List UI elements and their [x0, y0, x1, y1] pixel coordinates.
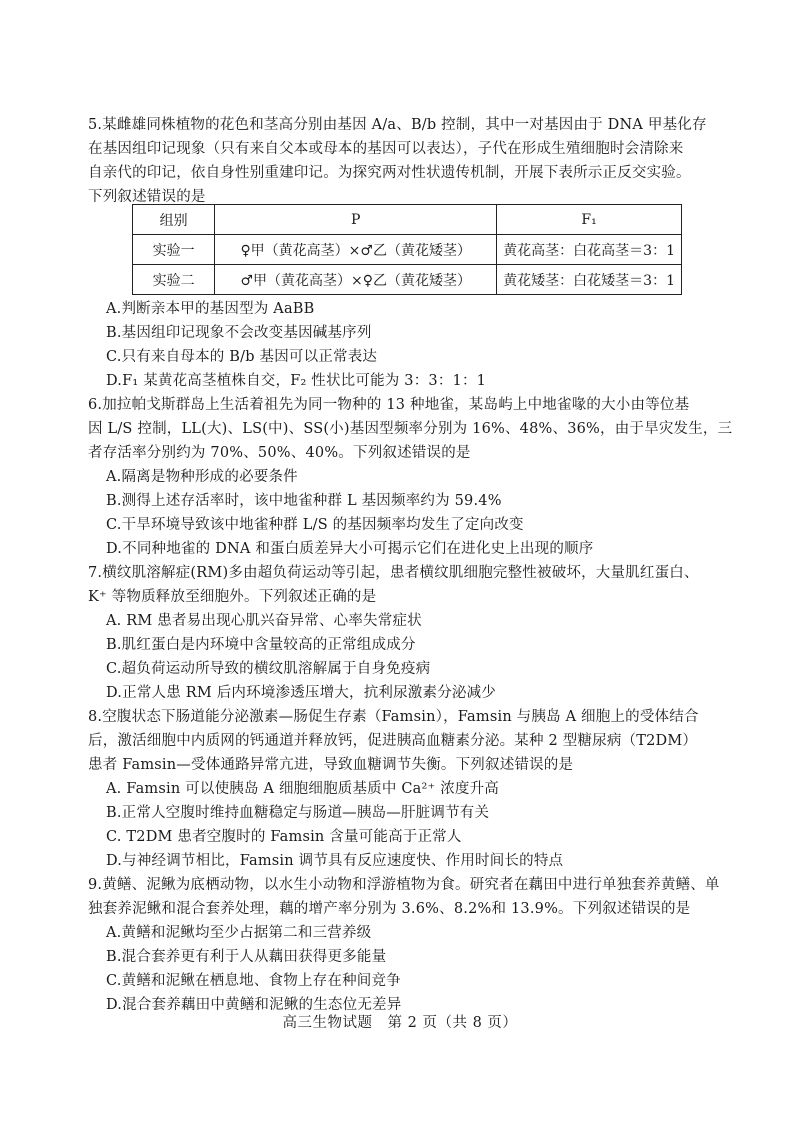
question-5-stem-line: 自亲代的印记，依自身性别重建印记。为探究两对性状遗传机制，开展下表所示正反交实验。 — [88, 165, 691, 181]
table-cell: ♂甲（黄花高茎）×♀乙（黄花矮茎） — [215, 265, 497, 295]
option-a: A.判断亲本甲的基因型为 AaBB — [106, 301, 315, 317]
option-a: A.隔离是物种形成的必要条件 — [106, 469, 298, 485]
option-c: C.超负荷运动所导致的横纹肌溶解属于自身免疫病 — [106, 661, 431, 677]
option-c: C. T2DM 患者空腹时的 Famsin 含量可能高于正常人 — [106, 829, 462, 845]
option-c: C.只有来自母本的 B/b 基因可以正常表达 — [106, 349, 378, 365]
question-6-stem-line: 6.加拉帕戈斯群岛上生活着祖先为同一物种的 13 种地雀，某岛屿上中地雀喙的大小由等位基 — [88, 397, 690, 413]
option-d: D.混合套养藕田中黄鳝和泥鳅的生态位无差异 — [106, 997, 402, 1013]
question-7 — [88, 561, 728, 705]
option-c: C.干旱环境导致该中地雀种群 L/S 的基因频率均发生了定向改变 — [106, 517, 524, 533]
question-8 — [88, 705, 728, 873]
table-cell: 实验二 — [133, 265, 215, 295]
question-6-stem-line: 因 L/S 控制，LL(大)、LS(中)、SS(小)基因型频率分别为 16%、48%、36%，由于旱灾发生，三 — [88, 421, 733, 437]
question-8-stem-line: 患者 Famsin—受体通路异常亢进，导致血糖调节失衡。下列叙述错误的是 — [88, 757, 574, 773]
option-a: A.黄鳝和泥鳅均至少占据第二和三营养级 — [106, 925, 372, 941]
question-9-stem-line: 9.黄鳝、泥鳅为底栖动物，以水生小动物和浮游植物为食。研究者在藕田中进行单独套养黄鳝、单 — [88, 877, 720, 893]
option-d: D.正常人患 RM 后内环境渗透压增大，抗利尿激素分泌减少 — [106, 685, 496, 701]
table-header-cell: 组别 — [133, 205, 215, 235]
table-header-row — [133, 205, 682, 235]
option-c: C.黄鳝和泥鳅在栖息地、食物上存在种间竞争 — [106, 973, 401, 989]
option-d: D.F₁ 某黄花高茎植株自交，F₂ 性状比可能为 3：3：1：1 — [106, 373, 487, 389]
question-8-stem-line: 后，激活细胞中内质网的钙通道并释放钙，促进胰高血糖素分泌。某种 2 型糖尿病（T2DM） — [88, 733, 698, 749]
option-d: D.不同种地雀的 DNA 和蛋白质差异大小可揭示它们在进化史上出现的顺序 — [106, 541, 594, 557]
option-b: B.正常人空腹时维持血糖稳定与肠道—胰岛—肝脏调节有关 — [106, 805, 490, 821]
genetics-cross-table — [132, 204, 682, 295]
table-cell: ♀甲（黄花高茎）×♂乙（黄花矮茎） — [215, 235, 497, 265]
table-row — [133, 235, 682, 265]
option-d: D.与神经调节相比，Famsin 调节具有反应速度快、作用时间长的特点 — [106, 853, 564, 869]
question-5-stem-line: 5.某雌雄同株植物的花色和茎高分别由基因 A/a、B/b 控制，其中一对基因由于 DNA 甲基化存 — [88, 117, 707, 133]
question-9 — [88, 873, 728, 1017]
option-a: A. RM 患者易出现心肌兴奋异常、心率失常症状 — [106, 613, 422, 629]
table-header-cell: P — [215, 205, 497, 235]
option-b: B.混合套养更有利于人从藕田获得更多能量 — [106, 949, 387, 965]
question-5-options — [88, 297, 728, 393]
page-footer: 高三生物试题 第 2 页（共 8 页） — [282, 1015, 518, 1031]
option-b: B.肌红蛋白是内环境中含量较高的正常组成成分 — [106, 637, 416, 653]
question-5-stem-line: 下列叙述错误的是 — [88, 189, 206, 205]
question-5-stem-line: 在基因组印记现象（只有来自父本或母本的基因可以表达），子代在形成生殖细胞时会清除来 — [88, 141, 684, 157]
table-cell: 实验一 — [133, 235, 215, 265]
question-7-stem-line: 7.横纹肌溶解症(RM)多由超负荷运动等引起，患者横纹肌细胞完整性被破坏，大量肌红蛋白、 — [88, 565, 699, 581]
table-header-cell: F₁ — [497, 205, 682, 235]
question-5 — [88, 113, 728, 209]
question-7-stem-line: K⁺ 等物质释放至细胞外。下列叙述正确的是 — [88, 589, 377, 605]
table-cell: 黄花高茎：白花高茎＝3：1 — [497, 235, 682, 265]
question-8-stem-line: 8.空腹状态下肠道能分泌激素—肠促生存素（Famsin），Famsin 与胰岛 A 细胞上的受体结合 — [88, 709, 699, 725]
option-b: B.基因组印记现象不会改变基因碱基序列 — [106, 325, 372, 341]
question-9-stem-line: 独套养泥鳅和混合套养处理，藕的增产率分别为 3.6%、8.2%和 13.9%。下列叙述错误的是 — [88, 901, 691, 917]
table-row — [133, 265, 682, 295]
table-cell: 黄花矮茎：白花矮茎＝3：1 — [497, 265, 682, 295]
question-6-stem-line: 者存活率分别约为 70%、50%、40%。下列叙述错误的是 — [88, 445, 471, 461]
option-b: B.测得上述存活率时，该中地雀种群 L 基因频率约为 59.4% — [106, 493, 502, 509]
option-a: A. Famsin 可以使胰岛 A 细胞细胞质基质中 Ca²⁺ 浓度升高 — [106, 781, 499, 797]
question-6 — [88, 393, 733, 561]
